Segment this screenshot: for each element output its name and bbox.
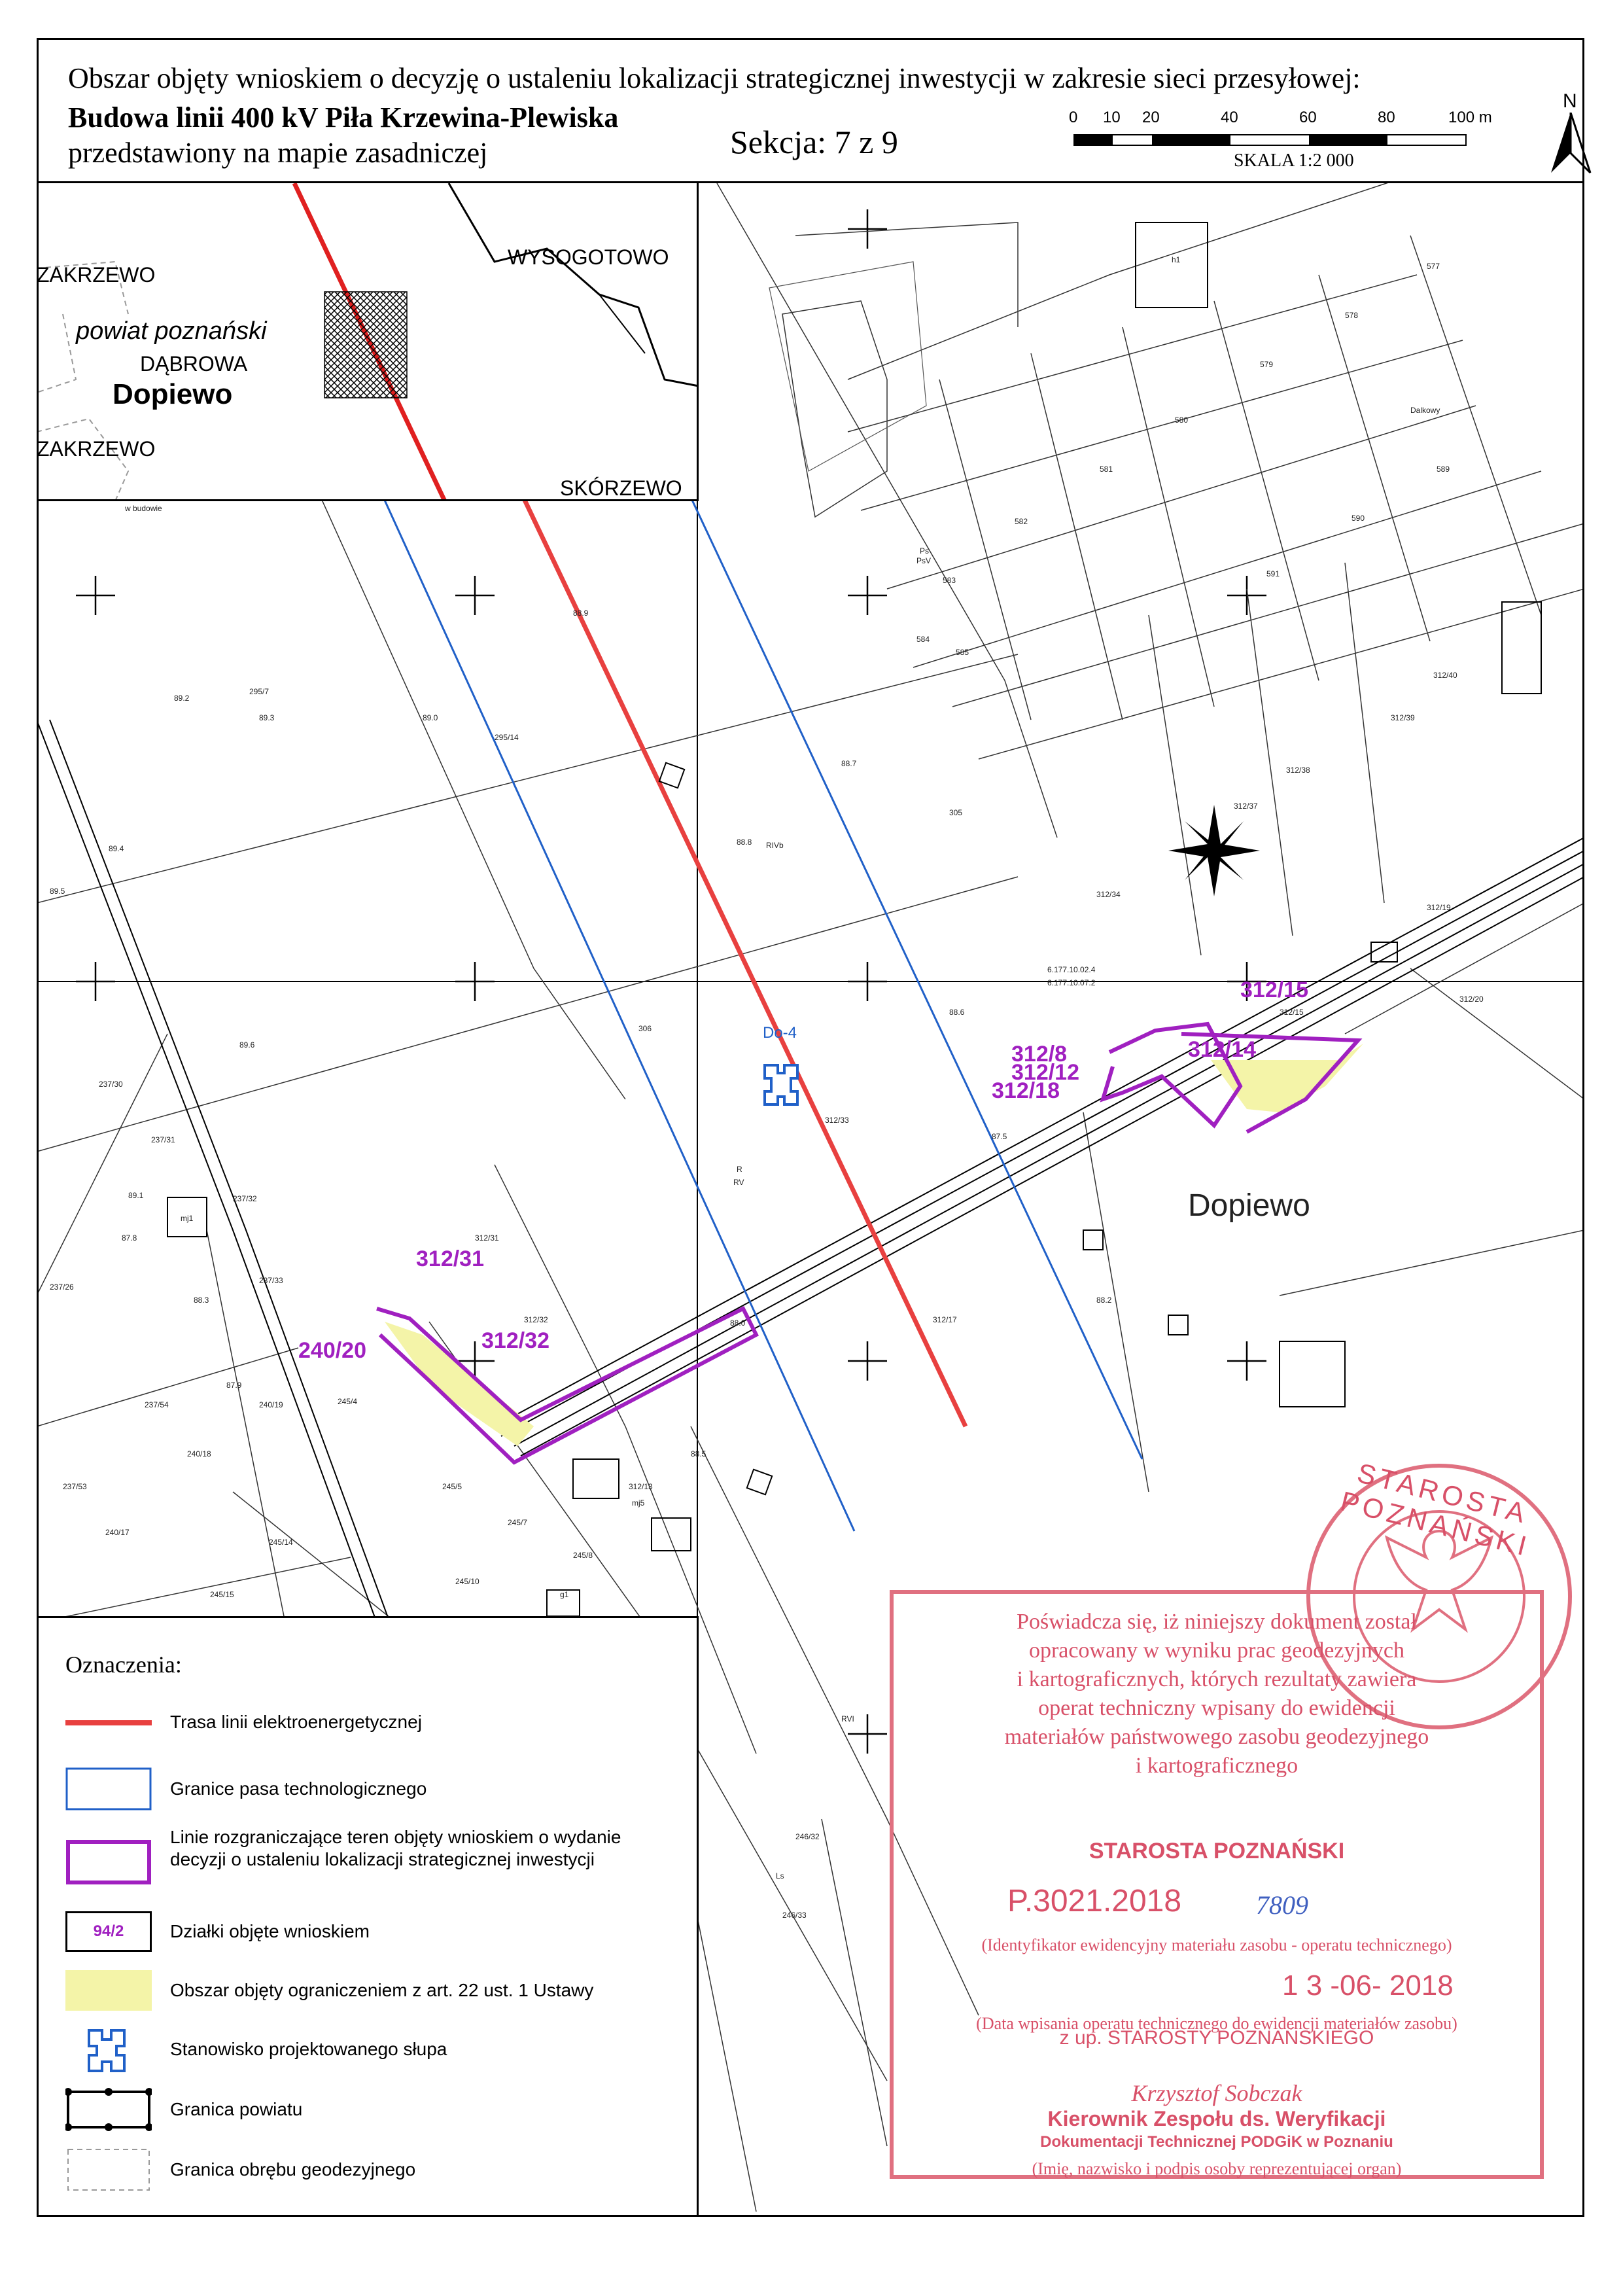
legend-text: Granica obrębu geodezyjnego <box>170 2159 416 2180</box>
map-label: 87.8 <box>122 1233 137 1243</box>
map-label: 240/19 <box>259 1400 283 1409</box>
map-label: Ps <box>920 546 930 556</box>
inset-label-skorzewo: SKÓRZEWO <box>560 476 682 500</box>
map-label: 245/4 <box>338 1397 358 1406</box>
legend-title: Oznaczenia: <box>65 1651 182 1678</box>
map-label: 246/33 <box>782 1911 807 1920</box>
stamp-signer-name: Krzysztof Sobczak <box>1131 2080 1302 2106</box>
map-label: 88.8 <box>737 838 752 847</box>
map-label: RIVb <box>766 841 784 850</box>
map-label: 577 <box>1427 262 1440 271</box>
map-label: 89.6 <box>239 1040 255 1050</box>
map-label: 88.7 <box>841 759 857 768</box>
map-label: 88.5 <box>691 1449 706 1458</box>
legend-text: Stanowisko projektowanego słupa <box>170 2039 447 2059</box>
stamp-date: 1 3 -06- 2018 <box>1282 1969 1454 2002</box>
map-label: 312/37 <box>1234 802 1258 811</box>
legend-text: Działki objęte wnioskiem <box>170 1921 370 1941</box>
legend-text: Obszar objęty ograniczeniem z art. 22 ust. 1 Ustawy <box>170 1980 594 2000</box>
scale-tick: 20 <box>1142 109 1160 126</box>
map-label: 89.2 <box>174 694 190 703</box>
parcel-label-312-32: 312/32 <box>481 1328 549 1353</box>
map-label: 88.2 <box>1096 1296 1112 1305</box>
map-label: Dalkowy <box>1410 406 1440 415</box>
map-label: h1 <box>1172 255 1181 264</box>
map-label: 88.0 <box>730 1318 746 1328</box>
stamp-signer-dept: Dokumentacji Technicznej PODGiK w Poznaniu <box>1040 2133 1393 2151</box>
map-label: 578 <box>1345 311 1359 320</box>
stamp-signer-title: Kierownik Zespołu ds. Weryfikacji <box>1047 2107 1386 2130</box>
map-label: 89.5 <box>50 887 65 896</box>
stamp-line: i kartograficznych, których rezultaty zawiera <box>1017 1667 1417 1691</box>
parcel-label-312-31: 312/31 <box>416 1246 484 1271</box>
map-label: 87.9 <box>226 1381 242 1390</box>
stamp-id-caption: (Identyfikator ewidencyjny materiału zasobu - operatu technicznego) <box>981 1935 1452 1954</box>
title-line-3: przedstawiony na mapie zasadniczej <box>68 137 488 169</box>
page-frame <box>37 38 1584 2217</box>
map-label: 240/18 <box>187 1449 211 1458</box>
map-label: 295/14 <box>495 733 519 742</box>
map-label: 6.177.10.02.4 <box>1047 965 1096 974</box>
map-label: 237/31 <box>151 1135 175 1144</box>
map-label: 245/15 <box>210 1590 234 1599</box>
map-label: 237/26 <box>50 1282 74 1292</box>
map-label: 590 <box>1351 514 1365 523</box>
title-line-1: Obszar objęty wnioskiem o decyzję o ustaleniu lokalizacji strategicznej inwestycji w zakresie sieci przesyłowej: <box>68 62 1361 94</box>
map-label: 585 <box>956 648 969 657</box>
map-label: PsV <box>916 556 932 565</box>
scale-tick: 100 m <box>1448 109 1492 126</box>
stamp-doc-id: P.3021.2018 <box>1007 1884 1182 1918</box>
parcel-label-240-20: 240/20 <box>298 1338 366 1363</box>
parcel-label-312-14: 312/14 <box>1188 1037 1256 1062</box>
map-label: 89.3 <box>259 713 275 722</box>
map-label: R <box>737 1165 742 1174</box>
map-label: 312/33 <box>825 1116 849 1125</box>
map-label: Ls <box>776 1871 784 1881</box>
scale-tick: 40 <box>1221 109 1238 126</box>
stamp-signer-on-behalf: z up. STAROSTY POZNAŃSKIEGO <box>1059 2027 1374 2049</box>
map-label: 591 <box>1266 569 1280 578</box>
map-label: 581 <box>1100 465 1113 474</box>
inset-label-powiat: powiat poznański <box>76 317 267 345</box>
map-label: 583 <box>943 576 956 585</box>
map-label: 245/10 <box>455 1577 479 1586</box>
stamp-signer-caption: (Imię, nazwisko i podpis osoby reprezentującej organ) <box>1032 2159 1402 2178</box>
stamp-line: opracowany w wyniku prac geodezyjnych <box>1028 1638 1404 1663</box>
map-label: 6.177.10.07.2 <box>1047 978 1096 987</box>
map-label: 295/7 <box>249 687 270 696</box>
map-label: RV <box>733 1178 744 1187</box>
map-label: 237/54 <box>145 1400 169 1409</box>
map-label: 88.6 <box>949 1008 965 1017</box>
legend-text: Granice pasa technologicznego <box>170 1778 427 1799</box>
inset-label-dabrowa: DĄBROWA <box>140 352 248 376</box>
stamp-date-caption: (Data wpisania operatu technicznego do ewidencji materiałów zasobu) <box>976 2014 1457 2033</box>
map-label: 89.0 <box>423 713 438 722</box>
scale-tick: 60 <box>1299 109 1317 126</box>
stamp-line: materiałów państwowego zasobu geodezyjnego <box>1004 1725 1429 1749</box>
map-label: 237/30 <box>99 1080 123 1089</box>
map-label: 245/14 <box>269 1538 293 1547</box>
map-label: 312/40 <box>1433 671 1457 680</box>
map-label: 579 <box>1260 360 1274 369</box>
map-label: 312/34 <box>1096 890 1121 899</box>
map-label: 89.4 <box>109 844 124 853</box>
map-label: 240/17 <box>105 1528 130 1537</box>
map-label: 305 <box>949 808 963 817</box>
map-label: 312/39 <box>1391 713 1415 722</box>
inset-label-dopiewo: Dopiewo <box>113 378 233 410</box>
map-label: w budowie <box>125 504 162 513</box>
map-label: 237/33 <box>259 1276 283 1285</box>
round-stamp-text: STAROSTA POZNAŃSKI <box>1337 1457 1533 1563</box>
map-label: 237/32 <box>233 1194 257 1203</box>
map-label: 582 <box>1015 517 1028 526</box>
parcel-label-312-8: 312/8 <box>1011 1042 1068 1067</box>
map-label: 245/7 <box>508 1518 528 1527</box>
title-line-2: Budowa linii 400 kV Piła Krzewina-Plewiska <box>68 101 619 133</box>
map-label: mj5 <box>632 1498 645 1508</box>
legend-text: Trasa linii elektroenergetycznej <box>170 1712 422 1732</box>
inset-label-wysogotowo: WYSOGOTOWO <box>508 245 669 269</box>
map-label: RVI <box>841 1714 854 1723</box>
parcel-sample-label: 94/2 <box>93 1922 124 1940</box>
map-label: 246/32 <box>795 1832 820 1841</box>
legend-text: Linie rozgraniczające teren objęty wnioskiem o wydanie decyzji o ustaleniu lokalizacji strategicznej inwestycji <box>170 1827 621 1869</box>
map-label: 89.1 <box>128 1191 144 1200</box>
scale-tick: 10 <box>1103 109 1121 126</box>
stamp-line: Poświadcza się, iż niniejszy dokument został <box>1017 1610 1417 1634</box>
map-label: 589 <box>1437 465 1450 474</box>
parcel-label-312-15: 312/15 <box>1240 978 1308 1002</box>
north-label: N <box>1563 90 1577 112</box>
map-label: 312/32 <box>524 1315 548 1324</box>
place-name-label: Dopiewo <box>1188 1188 1310 1223</box>
map-label: 312/31 <box>475 1233 499 1243</box>
map-label: 88.3 <box>194 1296 209 1305</box>
map-label: 88.9 <box>573 609 589 618</box>
map-label: 584 <box>916 635 930 644</box>
parcel-label-312-12: 312/12 <box>1011 1060 1079 1085</box>
map-label: 312/17 <box>933 1315 957 1324</box>
map-label: 245/5 <box>442 1482 462 1491</box>
scale-tick: 80 <box>1378 109 1395 126</box>
map-label: 312/15 <box>1280 1008 1304 1017</box>
map-label: g1 <box>560 1590 569 1599</box>
map-label: 312/38 <box>1286 766 1310 775</box>
inset-label-zakrzewo-2: ZAKRZEWO <box>37 437 156 461</box>
stamp-doc-num: 7809 <box>1256 1890 1308 1920</box>
parcel-label-312-18: 312/18 <box>992 1078 1060 1103</box>
map-label: 312/20 <box>1459 995 1484 1004</box>
scale-label: SKALA 1:2 000 <box>1234 150 1354 171</box>
section-label: Sekcja: 7 z 9 <box>730 124 898 160</box>
legend-text: Granica powiatu <box>170 2099 303 2119</box>
map-label: 312/13 <box>629 1482 653 1491</box>
pole-label: Do-4 <box>763 1024 797 1042</box>
scale-tick: 0 <box>1069 109 1078 126</box>
map-label: 237/53 <box>63 1482 87 1491</box>
map-label: 245/8 <box>573 1551 593 1560</box>
map-label: 306 <box>638 1024 652 1033</box>
stamp-line: operat techniczny wpisany do ewidencji <box>1038 1696 1395 1720</box>
inset-label-zakrzewo-1: ZAKRZEWO <box>37 263 156 287</box>
map-label: 312/19 <box>1427 903 1451 912</box>
stamp-line: i kartograficznego <box>1135 1754 1299 1778</box>
map-label: mj1 <box>181 1214 194 1223</box>
stamp-office: STAROSTA POZNAŃSKI <box>1089 1839 1345 1863</box>
map-label: 580 <box>1175 415 1189 425</box>
map-label: 87.5 <box>992 1132 1007 1141</box>
